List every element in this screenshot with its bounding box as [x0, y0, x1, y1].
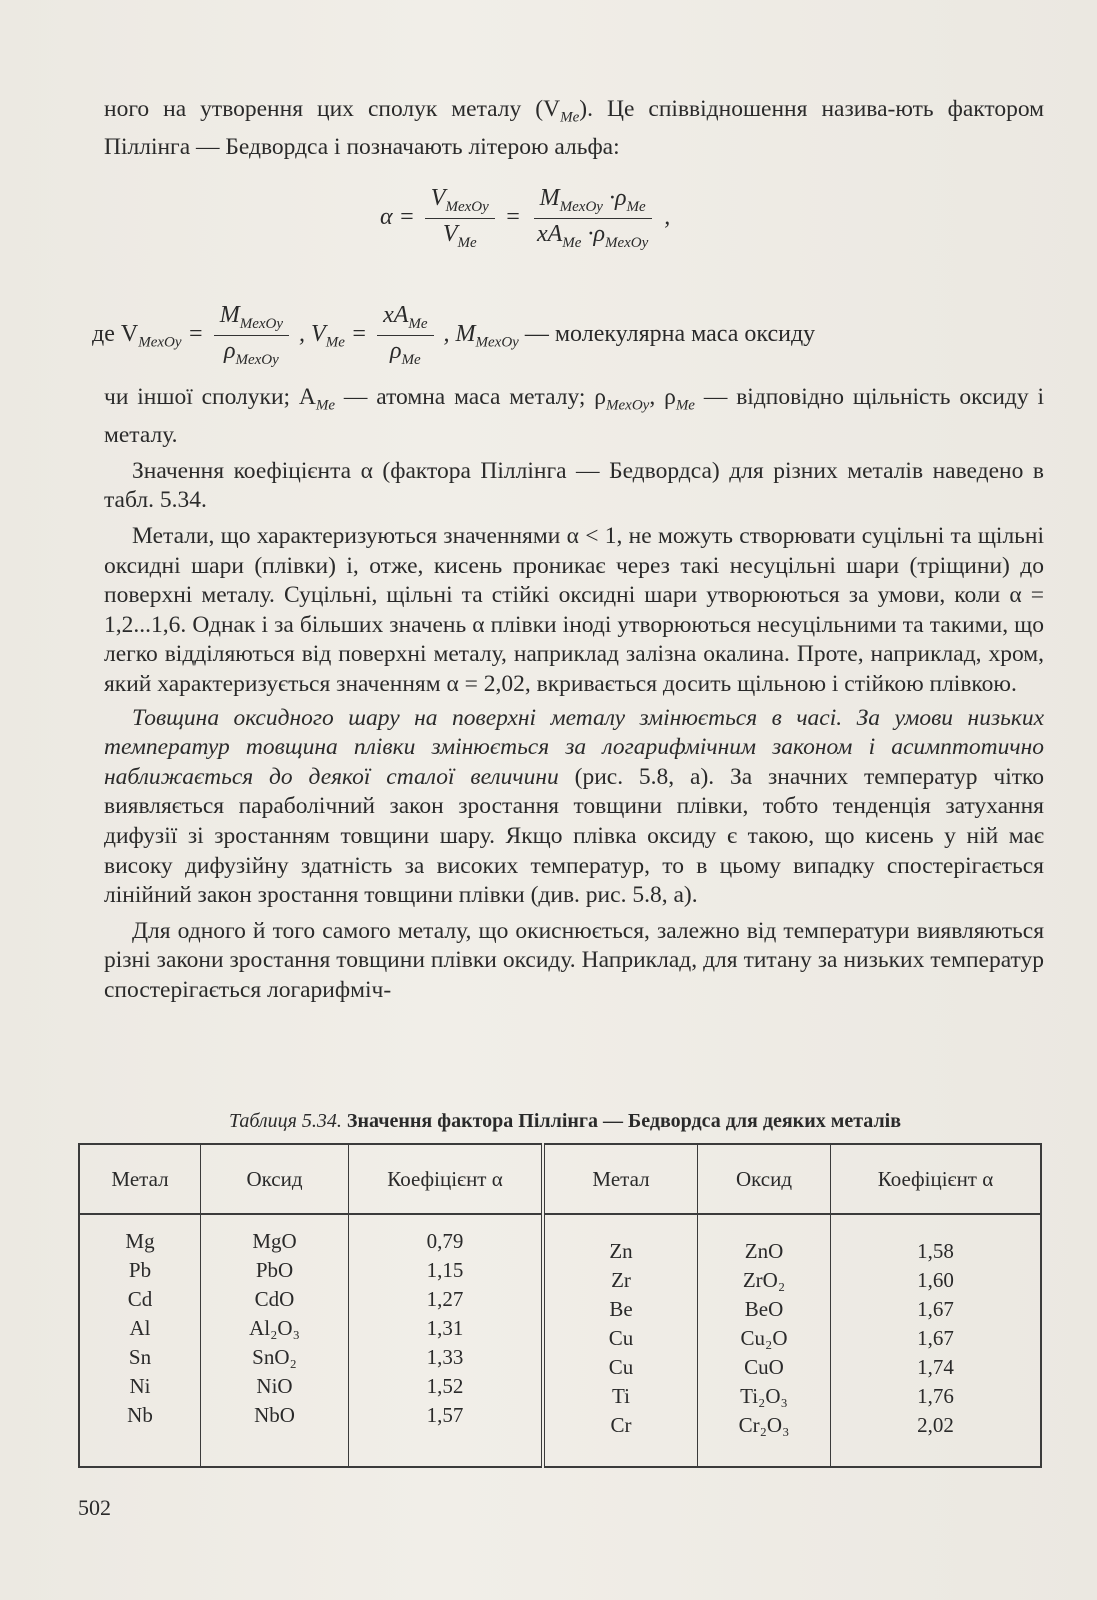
cell-oxide: ZrO₂: [742, 1268, 786, 1292]
cell-coef: 1,52: [426, 1374, 464, 1398]
header-coef-left: Коефіцієнт α: [349, 1144, 544, 1214]
cell-metal: Cd: [127, 1287, 153, 1311]
cell-metal: Ti: [612, 1384, 630, 1408]
cell-coef: 1,60: [917, 1268, 954, 1292]
cell-oxide: BeO: [744, 1297, 784, 1321]
cell-oxide: Cr₂O₃: [738, 1413, 790, 1437]
cell-coef: 1,67: [917, 1326, 954, 1350]
fraction-oxide-volume: $\frac{M_{MexOy}}{\rho_{MexOy}}$: [214, 302, 289, 369]
cell-oxide: MgO: [252, 1229, 297, 1253]
cell-metal: Ni: [129, 1374, 151, 1398]
fraction-metal-volume: $\frac{xA_{Me}}{\rho_{Me}}$: [377, 302, 433, 369]
cell-coef: 1,74: [917, 1355, 954, 1379]
cell-metal: Zn: [609, 1239, 633, 1263]
pilling-bedworth-table: [78, 1143, 1042, 1468]
cell-metal: Pb: [128, 1258, 152, 1282]
paragraph-intro: ного на утворення цих сполук металу $(V_{Me})$. Це співвідношення назива-ють фактором Піллінга — Бедвордса і позначають літерою альфа:: [104, 96, 1045, 161]
paragraph-definitions-tail: чи іншої сполуки; $A_{Me}$ — атомна маса металу; $\rho_{MexOy}$, $\rho_{Me}$ — відповідно щільність оксиду і металу.: [104, 384, 1045, 449]
col-oxides-right: [698, 1214, 831, 1467]
formula-definitions: де $V_{MexOy}$ = $\frac{M_{MexOy}}{\rho_{MexOy}}$ , $V_{Me}$ = $\frac{xA_{Me}}{\rho_{Me}}$ , $M_{MexOy}$ — молекулярна маса оксиду: [92, 302, 816, 368]
cell-coef: 2,02: [917, 1413, 954, 1437]
col-metals-left: [79, 1214, 201, 1467]
cell-coef: 1,67: [917, 1297, 954, 1321]
cell-metal: Mg: [125, 1229, 155, 1253]
col-coef-right: [831, 1214, 1042, 1467]
cell-coef: 1,76: [917, 1384, 954, 1408]
text-upper: [104, 95, 1044, 163]
header-oxide-right: Оксид: [698, 1144, 831, 1214]
cell-metal: Cu: [608, 1326, 634, 1350]
col-oxides-left: [201, 1214, 349, 1467]
cell-coef: 1,57: [426, 1403, 464, 1427]
cell-oxide: NiO: [256, 1374, 293, 1398]
fraction-volume: $\frac{V_{MexOy}}{V_{Me}}$: [425, 185, 495, 252]
cell-oxide: PbO: [255, 1258, 294, 1282]
cell-metal: Zr: [611, 1268, 631, 1292]
cell-metal: Al: [129, 1316, 151, 1340]
cell-oxide: NbO: [254, 1403, 295, 1427]
cell-oxide: SnO₂: [252, 1345, 297, 1369]
fraction-mass: $\frac{M_{MexOy} \cdot\rho_{Me}}{xA_{Me} \cdot\rho_{MexOy}}$: [531, 185, 654, 252]
formula-lhs: α =: [380, 203, 415, 230]
cell-coef: 1,33: [426, 1345, 464, 1369]
paragraph-oxide-thickness: Товщина оксидного шару на поверхні металу змінюється в часі. За умови низьких температур товщина плівки змінюється за логарифмічним законом і асимптотично наближається до деякої сталої величини (рис. 5.8, а). За значних температур чітко виявляється параболічний закон зростання товщини плівки, тобто тенденція затухання дифузії зі зростанням товщини шару. Якщо плівка оксиду є такою, що кисень у ній має високу дифузійну здатність за високих температур, то в цьому випадку спостерігається лінійний закон зростання товщини плівки (див. рис. 5.8, а).: [104, 704, 1044, 909]
formula-pilling-bedworth: α = $\frac{V_{MexOy}}{V_{Me}}$ = $\frac{M_{MexOy} \cdot\rho_{Me}}{xA_{Me} \cdot\rho_{MexOy}}$ ,: [380, 185, 671, 251]
header-metal-left: Метал: [79, 1144, 201, 1214]
col-metals-right: [543, 1214, 698, 1467]
cell-oxide: CuO: [744, 1355, 784, 1379]
cell-metal: Nb: [127, 1403, 153, 1427]
cell-metal: Cu: [608, 1355, 634, 1379]
cell-metal: Cr: [610, 1413, 632, 1437]
cell-metal: Be: [609, 1297, 633, 1321]
col-coef-left: [349, 1214, 544, 1467]
table-body-row: [79, 1214, 1041, 1467]
header-coef-right: Коефіцієнт α: [831, 1144, 1042, 1214]
cell-oxide: CdO: [254, 1287, 295, 1311]
cell-coef: 1,58: [917, 1239, 954, 1263]
cell-oxide: Cu₂O: [740, 1326, 788, 1350]
table-caption: Таблиця 5.34. Значення фактора Піллінга — Бедвордса для деяких металів: [228, 1110, 902, 1132]
cell-coef: 1,31: [426, 1316, 464, 1340]
paragraph-titanium: Для одного й того самого металу, що окиснюється, залежно від температури виявляються різні закони зростання товщини плівки оксиду. Наприклад, для титану за низьких температур спостерігається логарифміч-: [104, 917, 1044, 1003]
cell-oxide: Ti₂O₃: [740, 1384, 788, 1408]
paragraph-table-ref: Значення коефіцієнта α (фактора Піллінга — Бедвордса) для різних металів наведено в табл. 5.34.: [104, 457, 1044, 514]
page-number: 502: [78, 1495, 111, 1520]
cell-coef: 0,79: [426, 1229, 464, 1253]
header-oxide-left: Оксид: [201, 1144, 349, 1214]
cell-coef: 1,27: [426, 1287, 464, 1311]
paragraph-alpha-values: Метали, що характеризуються значеннями α < 1, не можуть створювати суцільні та щільні оксидні шари (плівки) і, отже, кисень проникає через такі несуцільні шари (тріщини) до поверхні металу. Суцільні, щільні та стійкі оксидні шари утворюються за умови, коли α = 1,2...1,6. Однак і за більших значень α плівки іноді утворюються несуцільними та такими, що легко відділяються від поверхні металу, наприклад залізна окалина. Проте, наприклад, хром, який характеризується значенням α = 2,02, вкривається досить щільною і стійкою плівкою.: [104, 523, 1044, 698]
header-metal-right: Метал: [543, 1144, 698, 1214]
text-body: [104, 383, 1044, 1006]
cell-metal: Sn: [128, 1345, 152, 1369]
cell-oxide: Al₂O₃: [249, 1316, 300, 1340]
table-header-row: [79, 1144, 1041, 1214]
cell-oxide: ZnO: [744, 1239, 784, 1263]
cell-coef: 1,15: [426, 1258, 464, 1282]
